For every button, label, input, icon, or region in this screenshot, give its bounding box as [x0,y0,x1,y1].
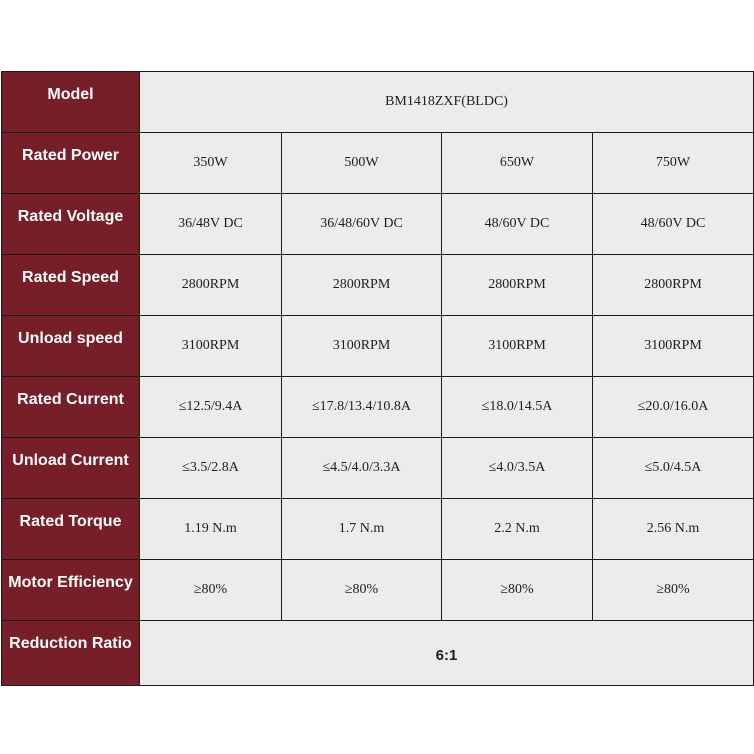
unload-current-value: ≤4.5/4.0/3.3A [282,438,442,499]
rated-voltage-value: 36/48V DC [140,194,282,255]
unload-speed-value: 3100RPM [140,316,282,377]
unload-current-label: Unload Current [2,438,140,499]
motor-spec-table [1,71,754,686]
rated-current-value: ≤18.0/14.5A [442,377,593,438]
unload-current-value: ≤4.0/3.5A [442,438,593,499]
model-value: BM1418ZXF(BLDC) [140,72,754,133]
unload-speed-value: 3100RPM [593,316,754,377]
rated-power-label: Rated Power [2,133,140,194]
motor-efficiency-value: ≥80% [140,560,282,621]
rated-power-value: 500W [282,133,442,194]
reduction-ratio-label: Reduction Ratio [2,621,140,686]
unload-speed-label: Unload speed [2,316,140,377]
row-motor-efficiency [2,560,754,621]
row-model [2,72,754,133]
rated-torque-value: 1.7 N.m [282,499,442,560]
row-reduction-ratio [2,621,754,686]
motor-efficiency-label: Motor Efficiency [2,560,140,621]
rated-torque-value: 2.2 N.m [442,499,593,560]
reduction-ratio-value: 6:1 [140,621,754,686]
rated-speed-value: 2800RPM [282,255,442,316]
rated-torque-label: Rated Torque [2,499,140,560]
row-rated-torque [2,499,754,560]
rated-speed-value: 2800RPM [593,255,754,316]
row-rated-voltage [2,194,754,255]
rated-current-value: ≤12.5/9.4A [140,377,282,438]
model-label: Model [2,72,140,133]
motor-efficiency-value: ≥80% [282,560,442,621]
unload-current-value: ≤5.0/4.5A [593,438,754,499]
rated-voltage-label: Rated Voltage [2,194,140,255]
row-rated-speed [2,255,754,316]
rated-torque-value: 2.56 N.m [593,499,754,560]
rated-speed-value: 2800RPM [442,255,593,316]
row-rated-current [2,377,754,438]
unload-speed-value: 3100RPM [442,316,593,377]
motor-efficiency-value: ≥80% [593,560,754,621]
rated-power-value: 350W [140,133,282,194]
row-rated-power [2,133,754,194]
rated-speed-value: 2800RPM [140,255,282,316]
rated-voltage-value: 48/60V DC [593,194,754,255]
rated-voltage-value: 48/60V DC [442,194,593,255]
rated-speed-label: Rated Speed [2,255,140,316]
motor-efficiency-value: ≥80% [442,560,593,621]
rated-current-value: ≤20.0/16.0A [593,377,754,438]
row-unload-current [2,438,754,499]
rated-current-value: ≤17.8/13.4/10.8A [282,377,442,438]
rated-torque-value: 1.19 N.m [140,499,282,560]
unload-current-value: ≤3.5/2.8A [140,438,282,499]
unload-speed-value: 3100RPM [282,316,442,377]
rated-voltage-value: 36/48/60V DC [282,194,442,255]
rated-power-value: 650W [442,133,593,194]
rated-current-label: Rated Current [2,377,140,438]
row-unload-speed [2,316,754,377]
rated-power-value: 750W [593,133,754,194]
